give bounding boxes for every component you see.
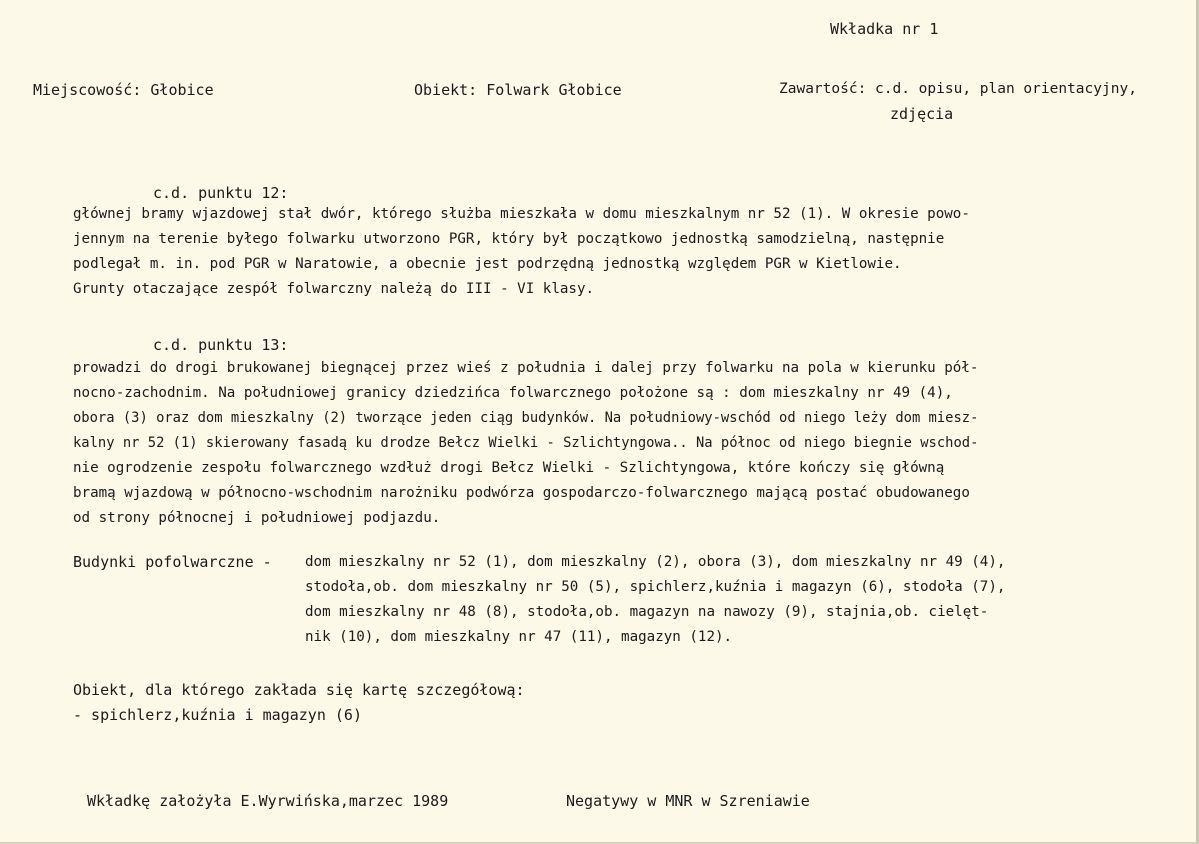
buildings-line: dom mieszkalny nr 52 (1), dom mieszkalny (2), obora (3), dom mieszkalny nr 49 (4), xyxy=(305,554,1006,570)
buildings-line: dom mieszkalny nr 48 (8), stodoła,ob. magazyn na nawozy (9), stajnia,ob. cielęt- xyxy=(305,604,989,620)
section-12-line: głównej bramy wjazdowej stał dwór, którego służba mieszkała w domu mieszkalnym nr 52 (1). W okresie powo- xyxy=(73,206,970,222)
section-13-heading: c.d. punktu 13: xyxy=(153,336,289,354)
author-note: Wkładkę założyła E.Wyrwińska,marzec 1989 xyxy=(87,792,449,810)
section-13-line: bramą wjazdową w północno-wschodnim narożniku podwórza gospodarczo-folwarcznego mającą postać obudowanego xyxy=(73,485,970,501)
buildings-line: stodoła,ob. dom mieszkalny nr 50 (5), spichlerz,kuźnia i magazyn (6), stodoła (7), xyxy=(305,579,1006,595)
section-13-line: nocno-zachodnim. Na południowej granicy dziedzińca folwarcznego położone są : dom mieszkalny nr 49 (4), xyxy=(73,385,953,401)
section-13-body xyxy=(73,356,978,531)
buildings-label: Budynki pofolwarczne - xyxy=(73,553,272,571)
buildings-line: nik (10), dom mieszkalny nr 47 (11), magazyn (12). xyxy=(305,629,733,645)
section-13-line: kalny nr 52 (1) skierowany fasadą ku drodze Bełcz Wielki - Szlichtyngowa.. Na północ od niego biegnie wschod- xyxy=(73,435,979,451)
section-13-line: obora (3) oraz dom mieszkalny (2) tworzące jeden ciąg budynków. Na południowy-wschód od niego leży dom miesz- xyxy=(73,410,979,426)
section-12-heading: c.d. punktu 12: xyxy=(153,184,289,202)
contents-field-line1: Zawartość: c.d. opisu, plan orientacyjny, xyxy=(779,81,1137,97)
section-13-line: prowadzi do drogi brukowanej biegnącej przez wieś z południa i dalej przy folwarku na pola w kierunku pół- xyxy=(73,360,979,376)
negatives-note: Negatywy w MNR w Szreniawie xyxy=(566,792,810,810)
detail-card-block xyxy=(73,678,525,728)
insert-number: Wkładka nr 1 xyxy=(830,20,939,38)
buildings-list xyxy=(305,550,1005,650)
locality-field: Miejscowość: Głobice xyxy=(33,81,214,99)
section-13-line: od strony północnej i południowej podjazdu. xyxy=(73,510,441,526)
section-12-line: podlegał m. in. pod PGR w Naratowie, a obecnie jest podrzędną jednostką względem PGR w Kietlowie. xyxy=(73,256,902,272)
detail-card-line: - spichlerz,kuźnia i magazyn (6) xyxy=(73,706,362,724)
contents-field-line2: zdjęcia xyxy=(890,105,954,123)
section-13-line: nie ogrodzenie zespołu folwarcznego wzdłuż drogi Bełcz Wielki - Szlichtyngowa, które kończy się główną xyxy=(73,460,945,476)
section-12-body xyxy=(73,202,970,302)
detail-card-line: Obiekt, dla którego zakłada się kartę szczegółową: xyxy=(73,681,525,699)
section-12-line: Grunty otaczające zespół folwarczny należą do III - VI klasy. xyxy=(73,281,595,297)
section-12-line: jennym na terenie byłego folwarku utworzono PGR, który był początkowo jednostką samodzielną, następnie xyxy=(73,231,945,247)
object-field: Obiekt: Folwark Głobice xyxy=(414,81,622,99)
